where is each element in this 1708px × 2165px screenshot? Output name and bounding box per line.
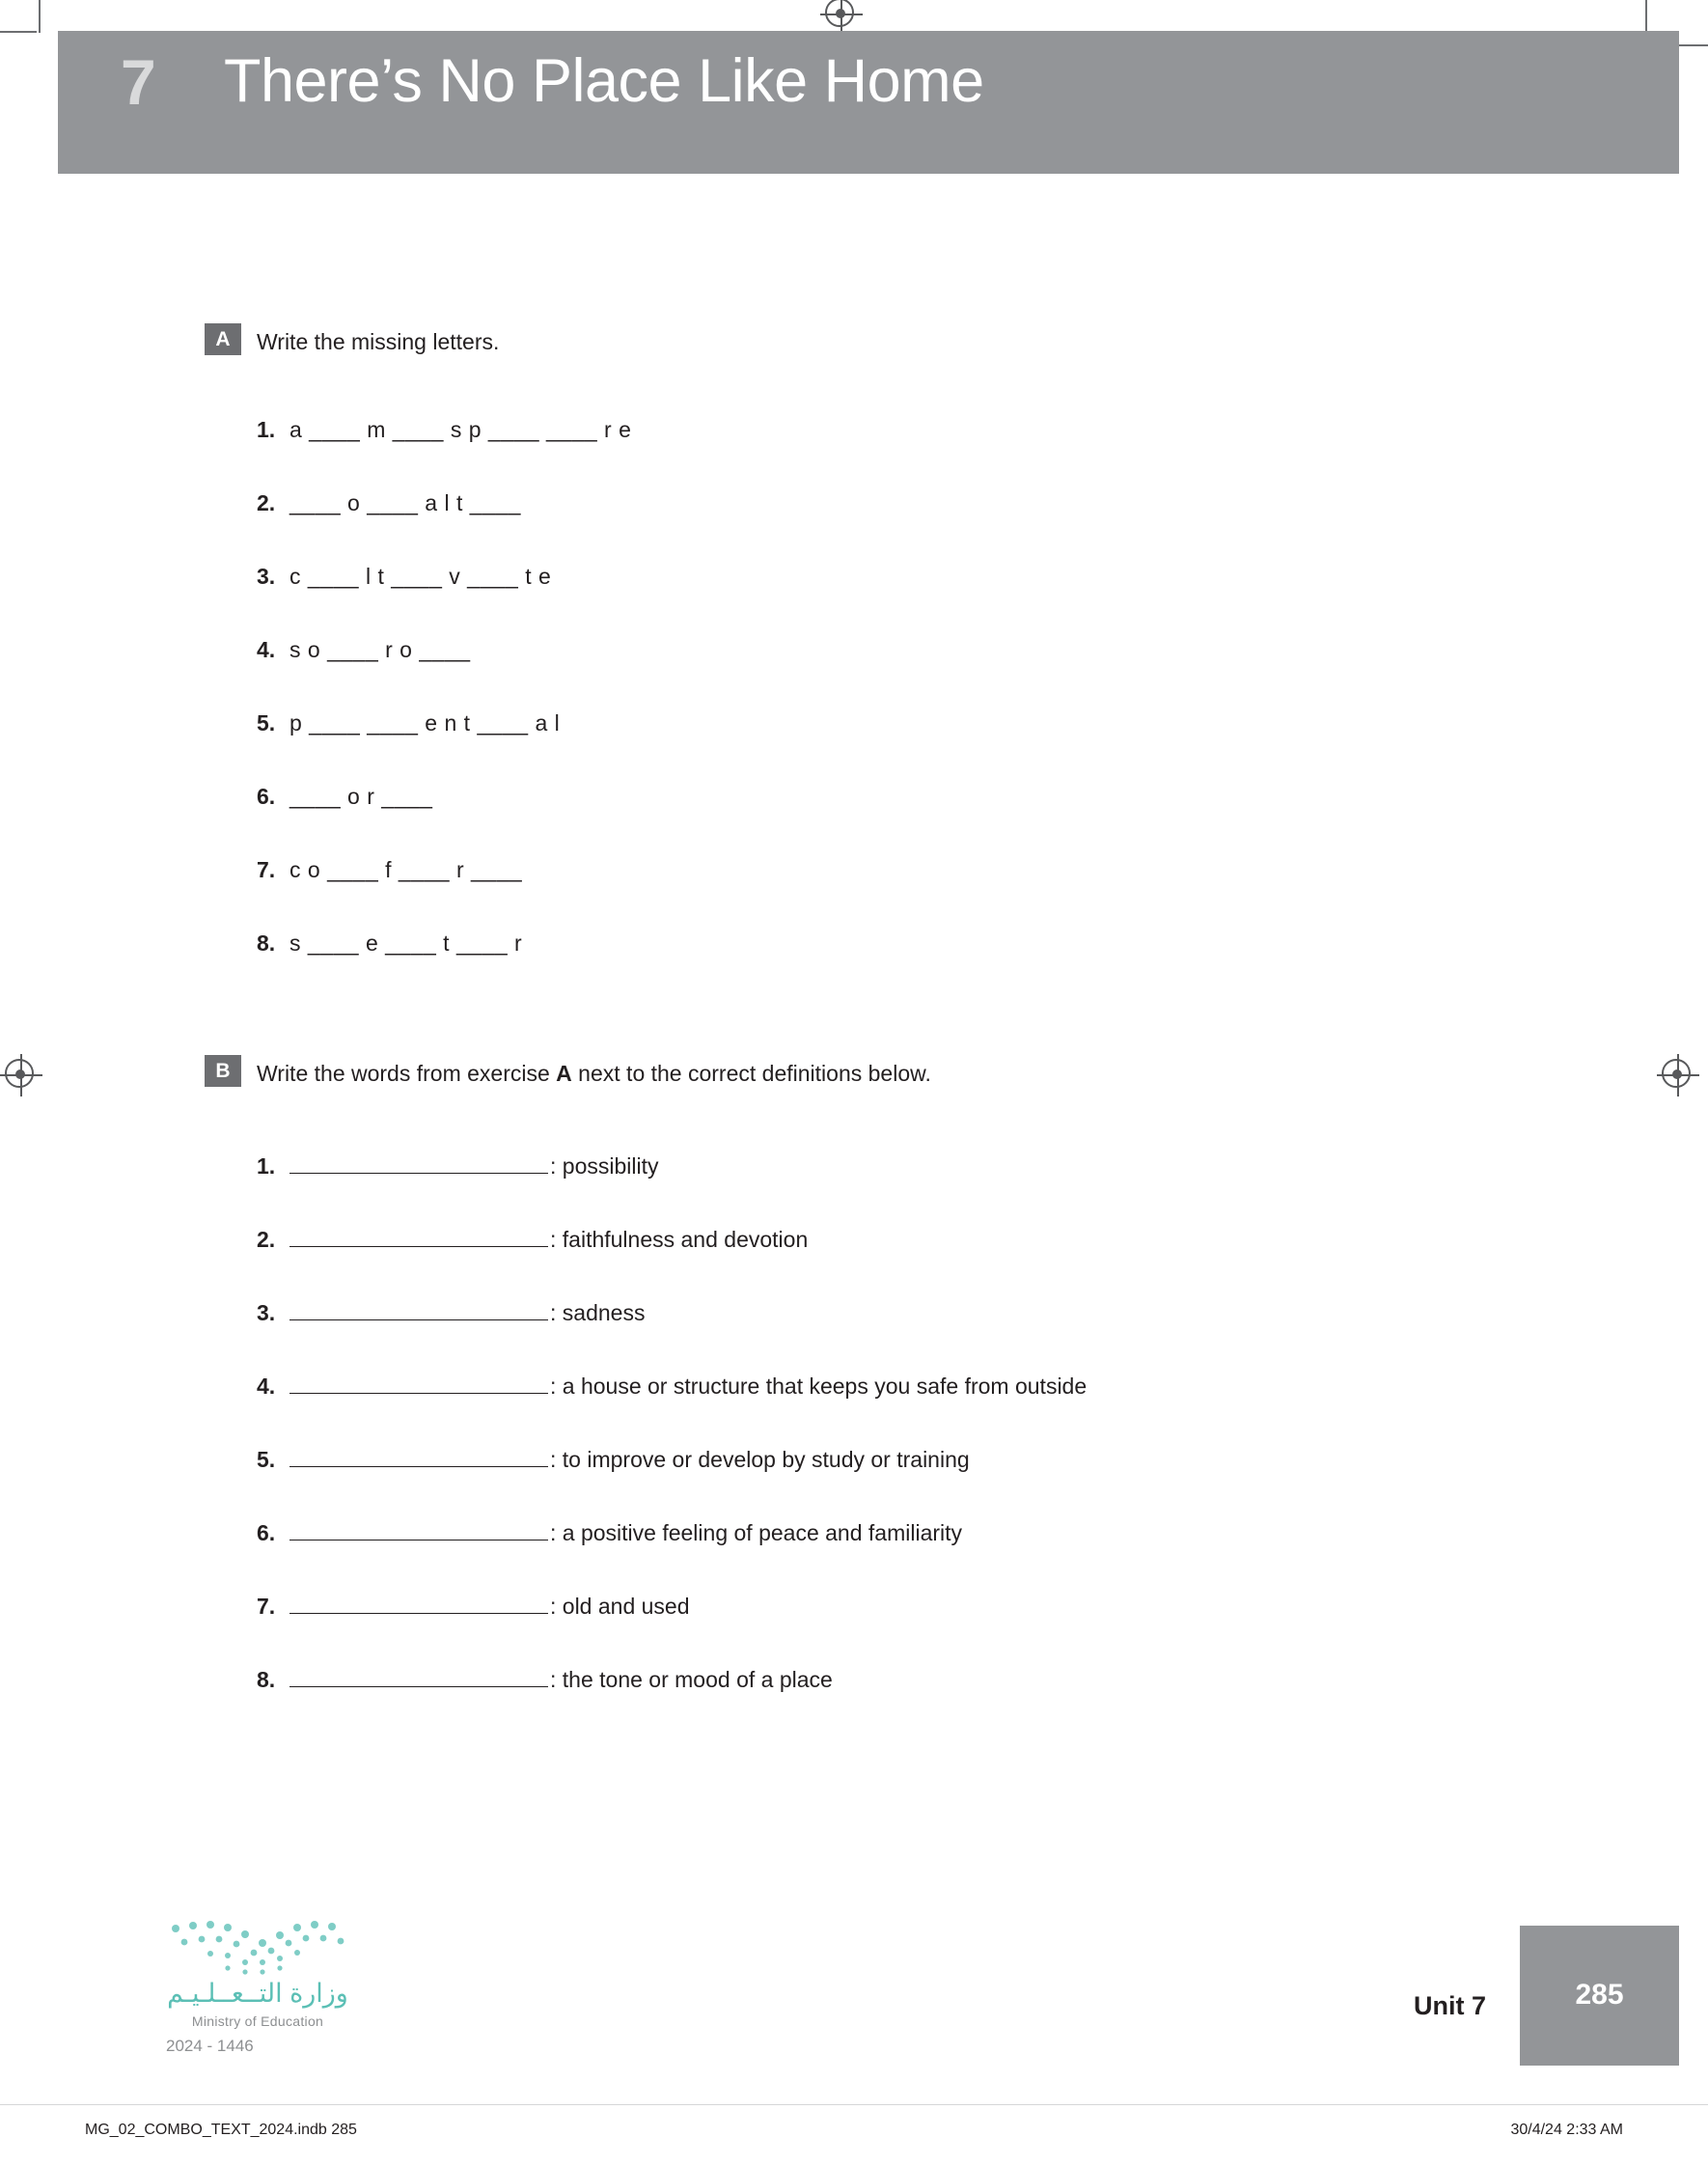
list-item: [257, 784, 432, 810]
registration-mark-right: [1662, 1059, 1694, 1092]
list-item: [257, 857, 522, 883]
item-text: ____ o r ____: [289, 784, 433, 809]
item-number: 1.: [257, 1153, 276, 1179]
answer-blank[interactable]: [289, 1227, 548, 1247]
list-item: [257, 710, 560, 736]
crop-line-top-left-h: [0, 31, 37, 33]
list-item: [257, 1667, 833, 1693]
ministry-dots-icon: [166, 1919, 349, 1975]
exercise-b-instruction-before: Write the words from exercise: [257, 1061, 557, 1086]
answer-blank[interactable]: [289, 1520, 548, 1540]
list-item: [257, 1300, 645, 1326]
crop-line-top-right: [1645, 0, 1647, 33]
answer-blank[interactable]: [289, 1153, 548, 1174]
definition-text: : a house or structure that keeps you safe from outside: [550, 1374, 1088, 1399]
answer-blank[interactable]: [289, 1447, 548, 1467]
registration-mark-top: [825, 0, 858, 31]
definition-text: : possibility: [550, 1153, 659, 1179]
definition-text: : old and used: [550, 1594, 690, 1619]
print-timestamp: 30/4/24 2:33 AM: [1510, 2122, 1623, 2138]
page-number: 285: [1575, 1979, 1624, 2011]
definition-text: : to improve or develop by study or training: [550, 1447, 970, 1472]
print-file-info: MG_02_COMBO_TEXT_2024.indb 285: [85, 2122, 357, 2138]
list-item: [257, 930, 522, 957]
definition-text: : a positive feeling of peace and familiarity: [550, 1520, 963, 1545]
item-number: 3.: [257, 564, 276, 589]
item-number: 2.: [257, 490, 276, 515]
answer-blank[interactable]: [289, 1374, 548, 1394]
answer-blank[interactable]: [289, 1300, 548, 1320]
exercise-b-instruction: [257, 1061, 931, 1087]
item-number: 6.: [257, 784, 276, 809]
item-number: 5.: [257, 1447, 276, 1472]
item-number: 7.: [257, 857, 276, 882]
unit-number: 7: [121, 46, 156, 118]
item-number: 6.: [257, 1520, 276, 1545]
registration-mark-left: [5, 1059, 38, 1092]
exercise-b-instruction-ref: A: [556, 1061, 572, 1086]
footer-unit-label: Unit 7: [1413, 1991, 1486, 2020]
item-text: c o ____ f ____ r ____: [289, 857, 523, 882]
item-number: 4.: [257, 1374, 276, 1399]
list-item: [257, 490, 521, 516]
definition-text: : the tone or mood of a place: [550, 1667, 833, 1692]
list-item: [257, 1520, 962, 1546]
item-text: c ____ l t ____ v ____ t e: [289, 564, 552, 589]
list-item: [257, 564, 551, 590]
ministry-name-english: Ministry of Education: [191, 2013, 324, 2029]
list-item: [257, 1447, 970, 1473]
answer-blank[interactable]: [289, 1594, 548, 1614]
exercise-a-label: A: [205, 323, 241, 355]
answer-blank[interactable]: [289, 1667, 548, 1687]
exercise-b-label: B: [205, 1055, 241, 1087]
item-number: 2.: [257, 1227, 276, 1252]
item-text: s o ____ r o ____: [289, 637, 471, 662]
item-number: 8.: [257, 930, 276, 956]
item-number: 8.: [257, 1667, 276, 1692]
ministry-name-arabic: وزارة التــعــلـيـم: [167, 1979, 348, 2008]
list-item: [257, 1594, 690, 1620]
item-number: 7.: [257, 1594, 276, 1619]
item-text: s ____ e ____ t ____ r: [289, 930, 523, 956]
item-text: a ____ m ____ s p ____ ____ r e: [289, 417, 632, 442]
item-number: 1.: [257, 417, 276, 442]
exercise-a-instruction: Write the missing letters.: [257, 329, 500, 354]
item-text: p ____ ____ e n t ____ a l: [289, 710, 561, 736]
item-number: 3.: [257, 1300, 276, 1325]
list-item: [257, 1227, 808, 1253]
list-item: [257, 637, 471, 663]
list-item: [257, 1153, 658, 1180]
definition-text: : sadness: [550, 1300, 646, 1325]
exercise-b-instruction-after: next to the correct definitions below.: [571, 1061, 931, 1086]
crop-line-left-edge: [39, 0, 41, 19]
page-title: There’s No Place Like Home: [224, 47, 984, 115]
ministry-logo: [166, 1919, 349, 2064]
list-item: [257, 417, 631, 443]
list-item: [257, 1374, 1087, 1400]
item-number: 4.: [257, 637, 276, 662]
item-number: 5.: [257, 710, 276, 736]
definition-text: : faithfulness and devotion: [550, 1227, 809, 1252]
ministry-year: 2024 - 1446: [166, 2037, 254, 2055]
item-text: ____ o ____ a l t ____: [289, 490, 521, 515]
